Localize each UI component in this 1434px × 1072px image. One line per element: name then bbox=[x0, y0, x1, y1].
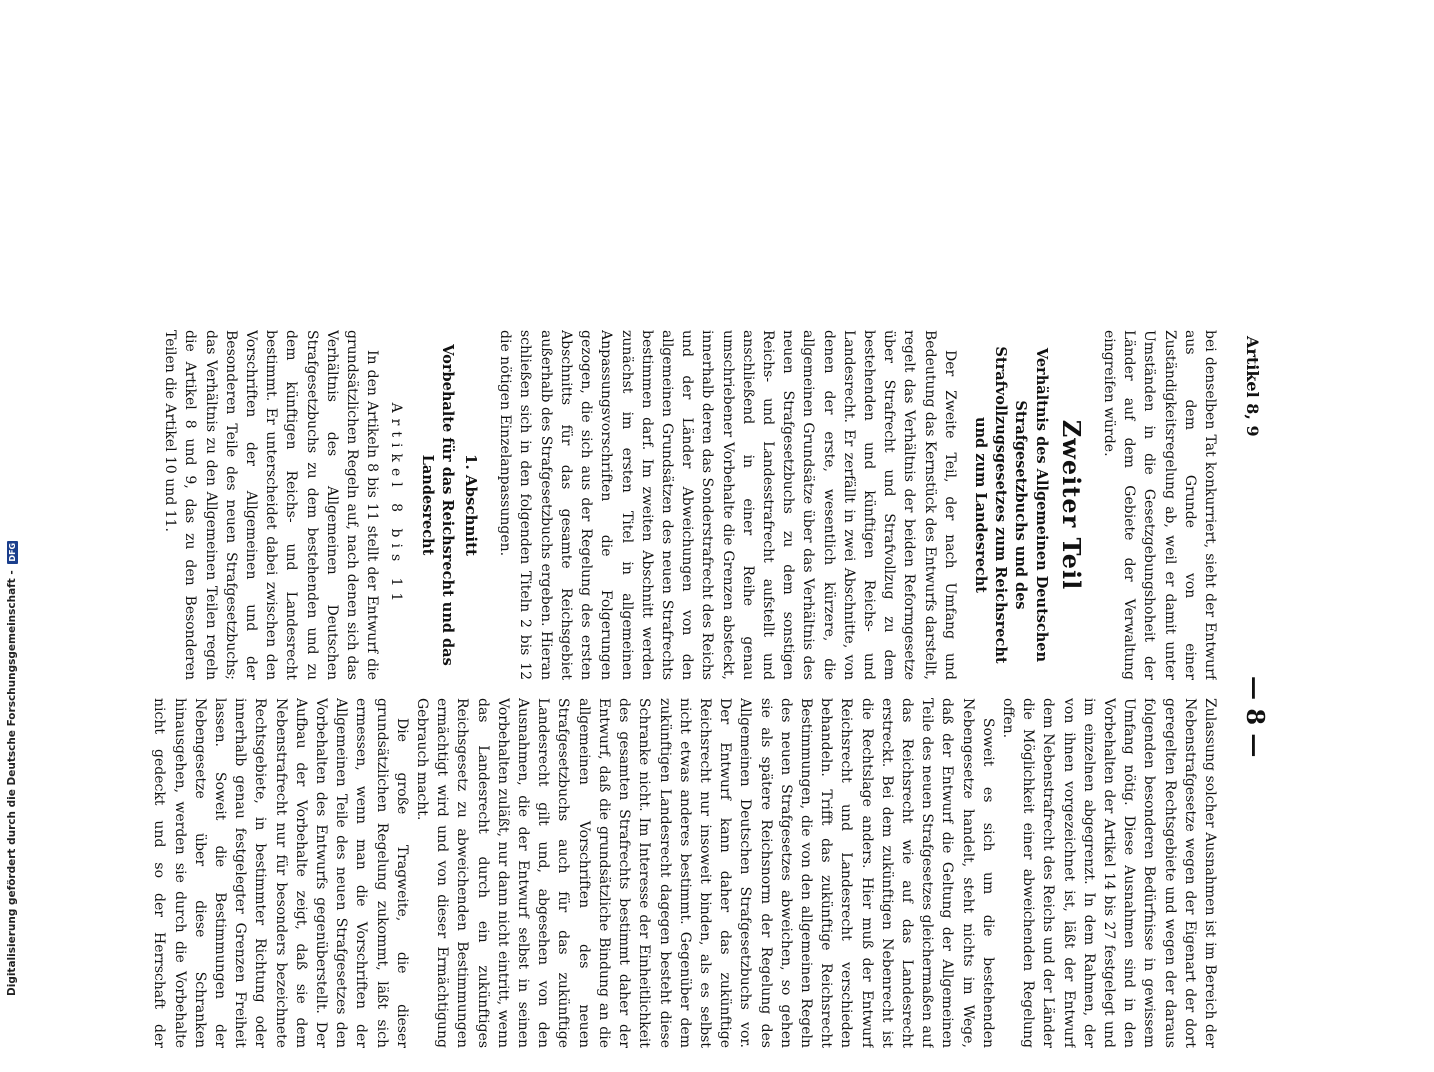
left-column bbox=[150, 330, 1220, 680]
paragraph: bei denselben Tat konkurriert, sieht der Entwurf aus dem Grunde von einer Zuständigkeitsregelung ab, weil er damit unter Umständen in die Gesetzgebungshoheit der Länder auf dem Gebiete der Verwaltung eingreifen würde. bbox=[1100, 330, 1218, 680]
paragraph: Die große Tragweite, die dieser grundsätzlichen Regelung zukommt, läßt sich ermessen, wenn man die Vorschriften der Allgemeinen Teile des neuen Strafgesetzes den Vorbehalten des Entwurfs gegenüberstellt. Der Aufbau der Vorbehalte zeigt, daß sie dem Nebenstrafrecht nur für besonders bezeichnete Rechtsgebiete, in bestimmter Richtung oder innerhalb genau festgelegter Grenzen Freiheit lassen. Soweit die Bestimmungen der Nebengesetze über diese Schranken hinausgehen, werden sie durch die Vorbehalte nicht gedeckt und so der Herrschaft der bbox=[151, 698, 410, 1048]
section-subtitle: Vorbehalte für das Reichsrecht und das Landesrecht bbox=[418, 344, 456, 666]
page-number: — 8 — bbox=[1241, 676, 1270, 758]
running-header: Artikel 8, 9 bbox=[1243, 336, 1262, 437]
document-page bbox=[142, 316, 1290, 1072]
dfg-footer bbox=[6, 542, 22, 996]
paragraph: Zulassung solcher Ausnahmen ist im Bereich der Nebenstrafgesetze wegen der Eigenart der dort geregelten Rechtsgebiete und wegen der daraus folgenden besonderen Bedürfnisse in gewissem Umfang nötig. Diese Ausnahmen sind in den Vorbehalten der Artikel 14 bis 27 festgelegt und im einzelnen abgegrenzt. In dem Rahmen, der von ihnen vorgezeichnet ist, läßt der Entwurf dem Nebenstrafrecht des Reichs und der Länder die Möglichkeit einer abweichenden Regelung offen. bbox=[999, 698, 1218, 1048]
article-heading bbox=[150, 330, 152, 680]
paragraph: In den Artikeln 8 bis 11 stellt der Entwurf die grundsätzlichen Regeln auf, nach denen sich das Verhältnis des Allgemeinen Deutschen Strafgesetzbuchs zu dem bestehenden und zu dem künftigen Reichs- und Landesrecht bestimmt. Er unterscheidet dabei zwischen den Vorschriften der Allgemeinen und der Besonderen Teile des neuen Strafgesetzbuchs; das Verhältnis zu den Allgemeinen Teilen regeln die Artikel 8 und 9, das zu den Besonderen Teilen die Artikel 10 und 11. bbox=[162, 330, 381, 680]
part-subtitle: Verhältnis des Allgemeinen Deutschen Strafgesetzbuchs und des Strafvollzugsgesetzes zum Reichsrecht und zum Landesrecht bbox=[971, 346, 1050, 664]
paragraph: Soweit es sich um die bestehenden Nebengesetze handelt, steht nichts im Wege, daß der Entwurf die Geltung der Allgemeinen Teile des neuen Strafgesetzes gleichermaßen auf das Reichsrecht wie auf das Landesrecht erstreckt. Bei dem zukünftigen Nebenrecht ist die Rechtslage anders. Hier muß der Entwurf Reichsrecht und Landesrecht verschieden behandeln. Trifft das zukünftige Reichsrecht Bestimmungen, die von den allgemeinen Regeln des neuen Strafgesetzes abweichen, so gehen sie als spätere Reichsnorm der Regelung des Allgemeinen Deutschen Strafgesetzbuchs vor. Der Entwurf kann daher das zukünftige Reichsrecht nur insoweit binden, als es selbst nicht etwas anderes bestimmt. Gegenüber dem zukünftigen Landesrecht dagegen besteht diese Schranke nicht. Im Interesse der Einheitlichkeit des gesamten Strafrechts bestimmt daher der Entwurf, daß die grundsätzliche Bindung an die allgemeinen Vorschriften des neuen Strafgesetzbuchs auch für das zukünftige Landesrecht gilt und, abgesehen von den Ausnahmen, die der Entwurf selbst in seinen Vorbehalten zuläßt, nur dann nicht eintritt, wenn das Landesrecht durch ein zukünftiges Reichsgesetz zu abweichenden Bestimmungen ermächtigt wird und von dieser Ermächtigung Gebrauch macht. bbox=[414, 698, 996, 1048]
right-column bbox=[150, 698, 1220, 1048]
section-title: 1. Abschnitt bbox=[462, 454, 481, 556]
dfg-logo-icon: DFG bbox=[8, 542, 17, 562]
footer-text: Digitalisierung gefördert durch die Deutsche Forschungsgemeinschaft - bbox=[6, 570, 18, 996]
article-heading: Artikel 8 bis 11 bbox=[388, 402, 405, 608]
part-title: Zweiter Teil bbox=[1056, 419, 1086, 591]
paragraph: Der Zweite Teil, der nach Umfang und Bedeutung das Kernstück des Entwurfs darstellt, regelt das Verhältnis der beiden Reformgesetze über Strafrecht und Strafvollzug zu dem bestehenden und künftigen Reichs- und Landesrecht. Er zerfällt in zwei Abschnitte, von denen der erste, wesentlich kürzere, die allgemeinen Grundsätze über das Verhältnis des neuen Strafgesetzbuchs zu dem sonstigen Reichs- und Landesstrafrecht aufstellt und anschließend in einer Reihe genau umschriebener Vorbehalte die Grenzen absteckt, innerhalb deren das Sonderstrafrecht des Reichs und der Länder Abweichungen von den allgemeinen Grundsätzen des neuen Strafrechts bestimmen darf. Im zweiten Abschnitt werden zunächst im ersten Titel in allgemeinen Anpassungsvorschriften die Folgerungen gezogen, die sich aus der Regelung des ersten Abschnitts für das gesamte Reichsgebiet außerhalb des Strafgesetzbuchs ergeben. Hieran schließen sich in den folgenden Titeln 2 bis 12 die nötigen Einzelanpassungen. bbox=[497, 330, 958, 680]
